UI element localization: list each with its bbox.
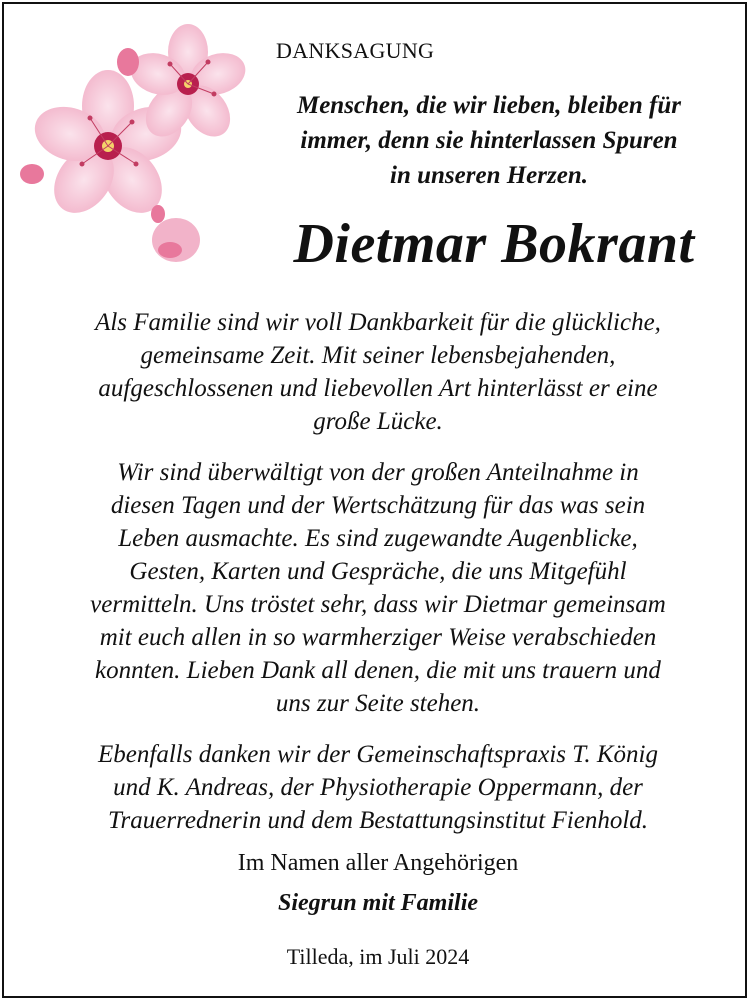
text-line: konnten. Lieben Dank all denen, die mit uns trauern und bbox=[95, 657, 661, 684]
cherry-blossom-icon bbox=[8, 14, 258, 274]
text-line: Leben ausmachte. Es sind zugewandte Augenblicke, bbox=[118, 525, 638, 552]
place-date: Tilleda, im Juli 2024 bbox=[286, 944, 470, 969]
quote-line: immer, denn sie hinterlassen Spuren bbox=[300, 127, 678, 154]
notice-frame bbox=[2, 2, 747, 998]
text-line: Als Familie sind wir voll Dankbarkeit für die glückliche, bbox=[95, 309, 661, 336]
text-line: diesen Tagen und der Wertschätzung für das was sein bbox=[110, 492, 646, 519]
signature-name: Siegrun mit Familie bbox=[277, 890, 479, 916]
quote-line: in unseren Herzen. bbox=[390, 162, 588, 189]
text-line: aufgeschlossenen und liebevollen Art hinterlässt er eine bbox=[98, 375, 658, 402]
text-line: und K. Andreas, der Physiotherapie Oppermann, der bbox=[113, 774, 643, 801]
paragraph-gratitude bbox=[28, 306, 728, 438]
text-line: gemeinsame Zeit. Mit seiner lebensbejahenden, bbox=[140, 342, 616, 369]
paragraph-condolences bbox=[28, 456, 728, 720]
text-line: mit euch allen in so warmherziger Weise verabschieden bbox=[99, 624, 657, 651]
text-line: Wir sind überwältigt von der großen Anteilnahme in bbox=[117, 459, 639, 486]
paragraph-thanks bbox=[28, 738, 728, 837]
heading: DANKSAGUNG bbox=[276, 38, 435, 63]
quote-line: Menschen, die wir lieben, bleiben für bbox=[296, 92, 682, 119]
quote bbox=[254, 88, 724, 193]
text-line: große Lücke. bbox=[313, 408, 443, 435]
text-line: vermitteln. Uns tröstet sehr, dass wir Dietmar gemeinsam bbox=[90, 591, 666, 618]
text-line: uns zur Seite stehen. bbox=[275, 690, 481, 717]
text-line: Ebenfalls danken wir der Gemeinschaftspraxis T. König bbox=[98, 741, 658, 768]
signature-intro: Im Namen aller Angehörigen bbox=[237, 850, 519, 876]
text-line: Trauerrednerin und dem Bestattungsinstitut Fienhold. bbox=[107, 807, 649, 834]
deceased-name: Dietmar Bokrant bbox=[293, 213, 695, 275]
text-line: Gesten, Karten und Gespräche, die uns Mitgefühl bbox=[129, 558, 627, 585]
